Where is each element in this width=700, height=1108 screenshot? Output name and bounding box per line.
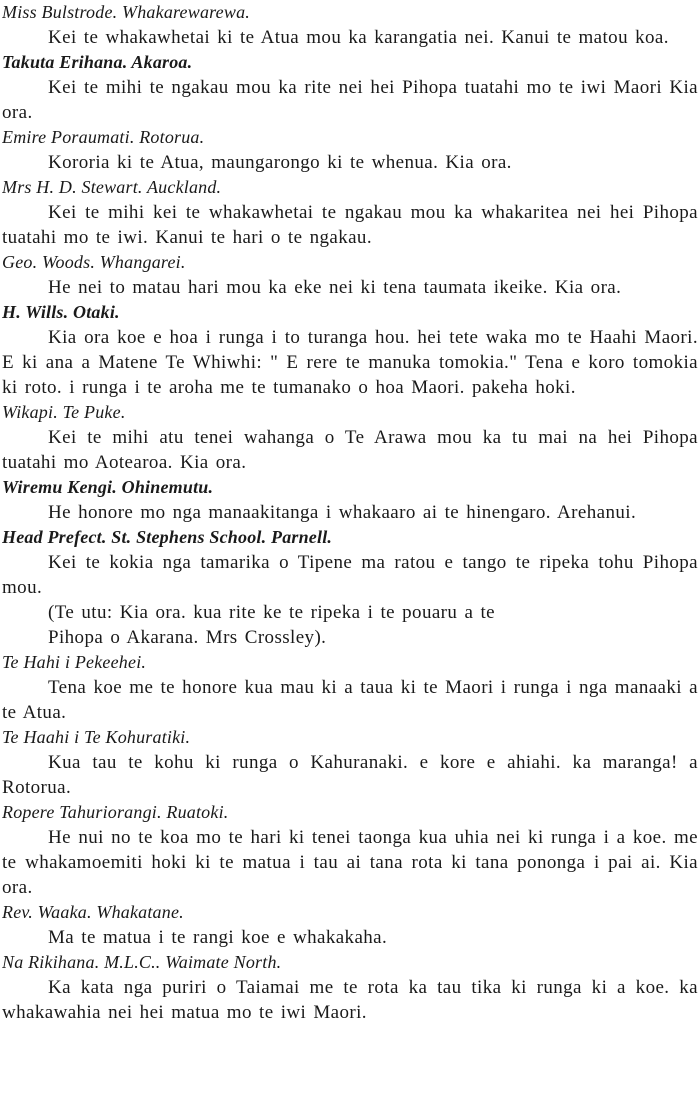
message-entry [2, 175, 698, 250]
message-entry [2, 900, 698, 950]
message-entry [2, 300, 698, 400]
message-entry [2, 800, 698, 900]
message-entry [2, 525, 698, 650]
sender-name: Ropere Tahuriorangi. Ruatoki. [2, 802, 229, 822]
message-text: Kei te mihi kei te whakawhetai te ngakau mou ka whakaritea nei hei Pihopa tuatahi mo te iwi. Kanui te hari o te ngakau. [2, 202, 698, 248]
sender-name: Wiremu Kengi. Ohinemutu. [2, 477, 214, 497]
message-entry [2, 950, 698, 1025]
message-text: He honore mo nga manaakitanga i whakaaro ai te hinengaro. Arehanui. [48, 502, 637, 523]
sender-name: Mrs H. D. Stewart. Auckland. [2, 177, 222, 197]
message-entry [2, 50, 698, 125]
reply-text-continued: Pihopa o Akarana. Mrs Crossley). [48, 627, 327, 648]
message-entry [2, 0, 698, 50]
sender-name: Na Rikihana. M.L.C.. Waimate North. [2, 952, 282, 972]
message-text: Kororia ki te Atua, maungarongo ki te whenua. Kia ora. [48, 152, 512, 173]
message-text: Kei te whakawhetai ki te Atua mou ka karangatia nei. Kanui te matou koa. [48, 27, 669, 48]
reply-text: (Te utu: Kia ora. kua rite ke te ripeka i te pouaru a te [48, 602, 495, 623]
message-text: Kua tau te kohu ki runga o Kahuranaki. e kore e ahiahi. ka maranga! a Rotorua. [2, 752, 698, 798]
message-entry [2, 125, 698, 175]
message-text: Kei te mihi te ngakau mou ka rite nei hei Pihopa tuatahi mo te iwi Maori Kia ora. [2, 77, 698, 123]
message-entry [2, 725, 698, 800]
message-text: He nei to matau hari mou ka eke nei ki tena taumata ikeike. Kia ora. [48, 277, 622, 298]
message-entry [2, 400, 698, 475]
sender-name: H. Wills. Otaki. [2, 302, 120, 322]
sender-name: Takuta Erihana. Akaroa. [2, 52, 193, 72]
sender-name: Head Prefect. St. Stephens School. Parnell. [2, 527, 333, 547]
message-text: Kei te mihi atu tenei wahanga o Te Arawa mou ka tu mai na hei Pihopa tuatahi mo Aotearoa. Kia ora. [2, 427, 698, 473]
sender-name: Emire Poraumati. Rotorua. [2, 127, 205, 147]
sender-name: Geo. Woods. Whangarei. [2, 252, 186, 272]
message-text: Kei te kokia nga tamarika o Tipene ma ratou e tango te ripeka tohu Pihopa mou. [2, 552, 698, 598]
sender-name: Rev. Waaka. Whakatane. [2, 902, 184, 922]
sender-name: Te Haahi i Te Kohuratiki. [2, 727, 191, 747]
message-text: Tena koe me te honore kua mau ki a taua ki te Maori i runga i nga manaaki a te Atua. [2, 677, 698, 723]
sender-name: Miss Bulstrode. Whakarewarewa. [2, 2, 250, 22]
sender-name: Te Hahi i Pekeehei. [2, 652, 147, 672]
message-text: Kia ora koe e hoa i runga i to turanga hou. hei tete waka mo te Haahi Maori. E ki ana a Matene Te Whiwhi: " E rere te manuka tomokia." Tena e koro tomokia ki roto. i runga i te aroha me te tumanako o hoa Maori. pakeha hoki. [2, 327, 698, 398]
message-text: He nui no te koa mo te hari ki tenei taonga kua uhia nei ki runga i a koe. me te whakamoemiti hoki ki te matua i tau ai tana rota ki tana pononga i pai ai. Kia ora. [2, 827, 698, 898]
message-entry [2, 250, 698, 300]
message-text: Ka kata nga puriri o Taiamai me te rota ka tau tika ki runga ki a koe. ka whakawahia nei hei matua mo te iwi Maori. [2, 977, 698, 1023]
message-entry [2, 650, 698, 725]
message-text: Ma te matua i te rangi koe e whakakaha. [48, 927, 388, 948]
message-entry [2, 475, 698, 525]
sender-name: Wikapi. Te Puke. [2, 402, 126, 422]
